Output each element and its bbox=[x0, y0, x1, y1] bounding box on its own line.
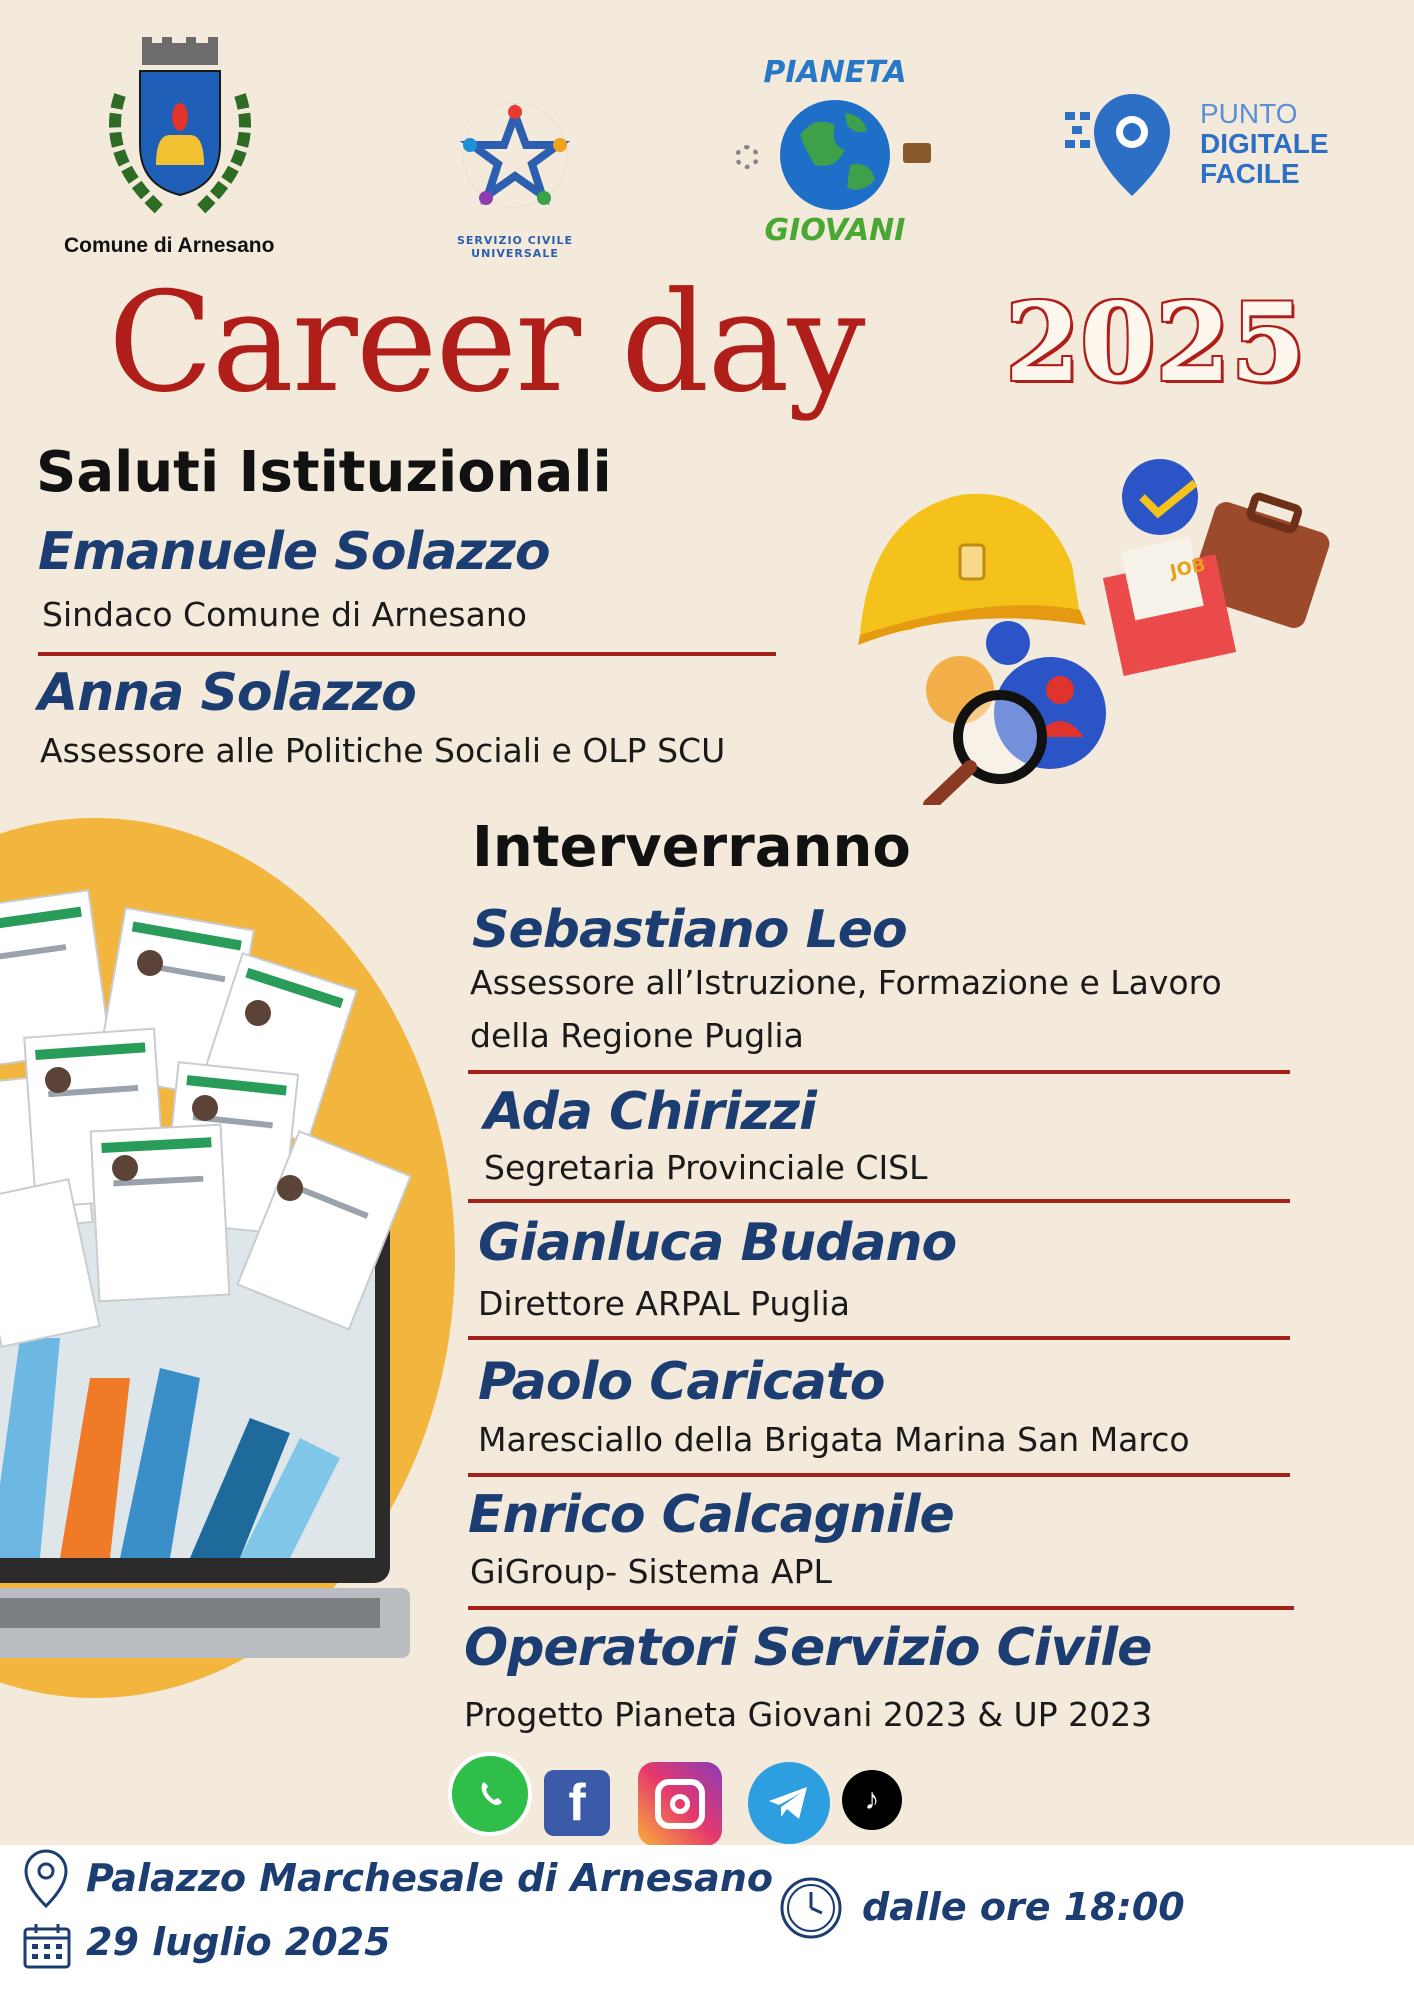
clock-icon bbox=[778, 1875, 844, 1941]
laptop-resumes-icon bbox=[0, 818, 460, 1698]
giovani-text: GIOVANI bbox=[764, 213, 906, 248]
facile-text: FACILE bbox=[1200, 158, 1300, 189]
hard-hat-icon bbox=[850, 455, 1350, 805]
title-year: 2025 bbox=[1005, 280, 1306, 406]
speaker-name-3: Gianluca Budano bbox=[478, 1213, 957, 1273]
servizio-civile-star-icon bbox=[420, 60, 610, 250]
speaker-name-6: Operatori Servizio Civile bbox=[464, 1618, 1152, 1678]
location-pin-icon bbox=[22, 1848, 70, 1910]
divider bbox=[468, 1336, 1290, 1340]
saluti-name-2: Anna Solazzo bbox=[38, 663, 416, 723]
interventi-heading: Interverranno bbox=[472, 815, 911, 880]
resume-illustration bbox=[0, 818, 460, 1698]
speaker-role-6: Progetto Pianeta Giovani 2023 & UP 2023 bbox=[464, 1695, 1153, 1734]
speaker-name-2: Ada Chirizzi bbox=[484, 1082, 816, 1142]
divider bbox=[468, 1199, 1290, 1203]
pianeta-giovani-logo bbox=[735, 55, 935, 250]
saluti-role-1: Sindaco Comune di Arnesano bbox=[42, 595, 527, 634]
speaker-role-2: Segretaria Provinciale CISL bbox=[484, 1148, 928, 1187]
speaker-role-3: Direttore ARPAL Puglia bbox=[478, 1284, 850, 1323]
speaker-role-4: Maresciallo della Brigata Marina San Marco bbox=[478, 1420, 1190, 1459]
comune-label: Comune di Arnesano bbox=[64, 234, 275, 257]
crest-icon bbox=[90, 35, 280, 225]
facebook-icon[interactable]: f bbox=[544, 1770, 610, 1836]
digitale-text: DIGITALE bbox=[1200, 128, 1329, 159]
saluti-name-1: Emanuele Solazzo bbox=[38, 522, 550, 582]
punto-text: PUNTO bbox=[1200, 98, 1298, 129]
briefcase-small-icon bbox=[903, 143, 931, 163]
comune-logo bbox=[90, 35, 280, 225]
divider bbox=[468, 1473, 1290, 1477]
scu-logo bbox=[420, 60, 610, 260]
job-badge: JOB bbox=[1168, 554, 1208, 583]
title-career-day: Career day bbox=[108, 262, 864, 423]
speaker-name-5: Enrico Calcagnile bbox=[468, 1485, 954, 1545]
event-location: Palazzo Marchesale di Arnesano bbox=[86, 1856, 773, 1900]
pianeta-text: PIANETA bbox=[763, 55, 907, 90]
globe-icon bbox=[775, 95, 895, 215]
saluti-heading: Saluti Istituzionali bbox=[36, 440, 612, 505]
speaker-role-5: GiGroup- Sistema APL bbox=[470, 1552, 832, 1591]
saluti-role-2: Assessore alle Politiche Sociali e OLP SCU bbox=[40, 731, 726, 770]
divider bbox=[468, 1070, 1290, 1074]
event-time: dalle ore 18:00 bbox=[862, 1885, 1185, 1929]
telegram-icon[interactable] bbox=[748, 1762, 830, 1844]
speaker-name-1: Sebastiano Leo bbox=[472, 900, 907, 960]
punto-digitale-logo bbox=[1060, 90, 1350, 200]
tiktok-icon[interactable]: ♪ bbox=[842, 1770, 902, 1830]
divider bbox=[38, 652, 776, 656]
speaker-role-1a: Assessore all’Istruzione, Formazione e Lavoro bbox=[470, 963, 1222, 1002]
job-illustration bbox=[850, 455, 1350, 805]
scu-logo-text: SERVIZIO CIVILE UNIVERSALE bbox=[456, 234, 574, 260]
whatsapp-icon[interactable] bbox=[448, 1752, 532, 1836]
speaker-name-4: Paolo Caricato bbox=[478, 1352, 885, 1412]
instagram-icon[interactable] bbox=[638, 1762, 722, 1846]
speaker-role-1b: della Regione Puglia bbox=[470, 1016, 804, 1055]
location-pin-icon bbox=[1060, 90, 1175, 200]
gears-icon bbox=[735, 145, 759, 169]
calendar-icon bbox=[22, 1921, 72, 1971]
divider bbox=[468, 1606, 1294, 1610]
event-date: 29 luglio 2025 bbox=[86, 1920, 391, 1964]
